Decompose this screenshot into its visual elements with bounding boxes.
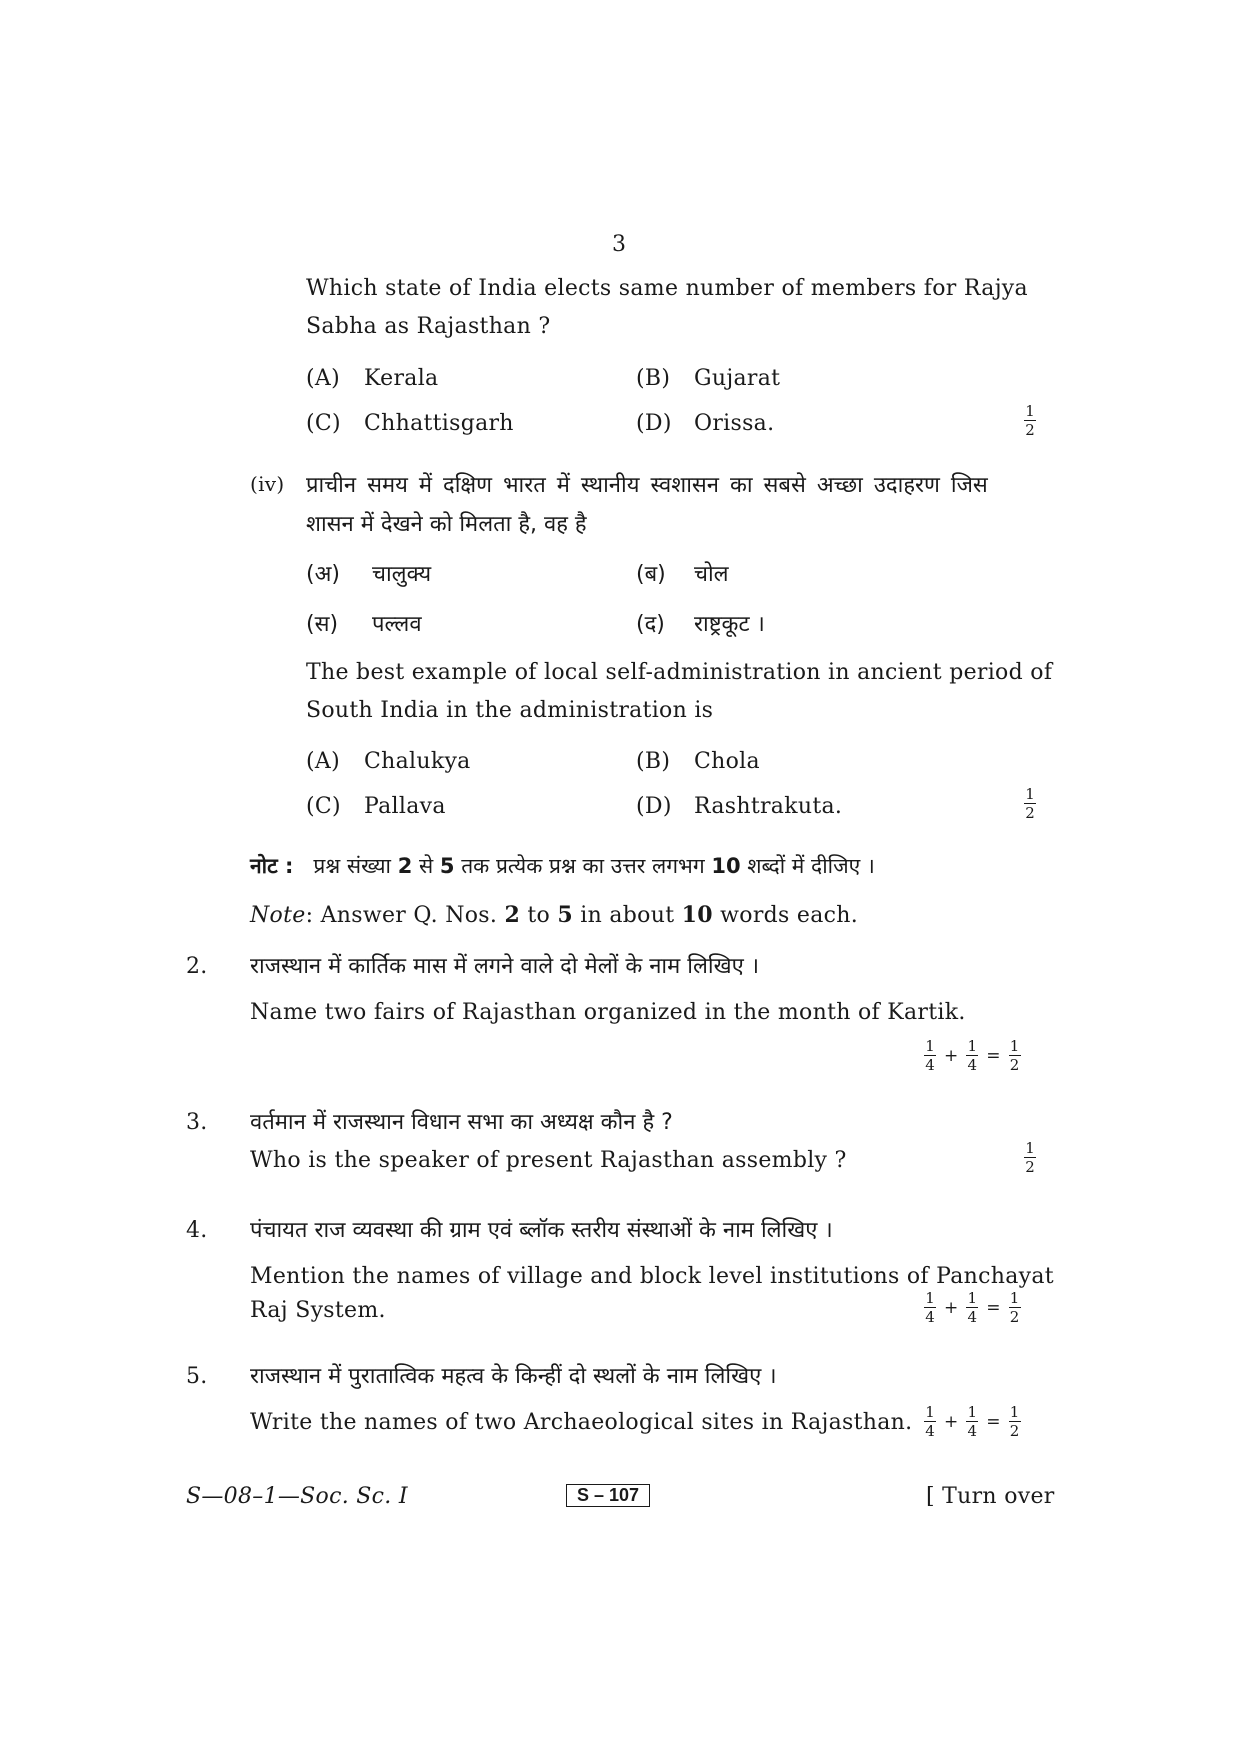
q3q-marks-num: 1 [1025, 1139, 1035, 1157]
q3-hindi: वर्तमान में राजस्थान विधान सभा का अध्यक्ष कौन है ? [250, 1110, 673, 1135]
q4q-marks-c: 1 [1009, 1289, 1020, 1307]
footer-paper-code: S—08–1—Soc. Sc. I [186, 1484, 408, 1509]
q4q-marks [924, 1290, 1021, 1325]
q4-hindi-option-b-label: (ब) [636, 562, 666, 587]
q5-marks-plus: + [944, 1411, 959, 1432]
q4q-marks-a: 1 [925, 1289, 935, 1307]
q4q-number: 4. [186, 1218, 208, 1243]
q5-marks-ad: 4 [925, 1422, 935, 1440]
q4q-marks-b: 1 [967, 1289, 978, 1307]
note-en-label: Note [250, 903, 306, 928]
q4-hindi-option-a-text: चालुक्य [372, 562, 432, 587]
q3-option-c-label: (C) [306, 411, 341, 436]
q2-marks-cd: 2 [1009, 1056, 1020, 1074]
note-en-c: in about [580, 903, 675, 928]
q4q-marks-bd: 4 [967, 1308, 978, 1326]
note-en-d: words each. [720, 903, 859, 928]
q4-marks [1024, 786, 1036, 821]
q5-marks-c: 1 [1009, 1403, 1020, 1421]
q2-hindi: राजस्थान में कार्तिक मास में लगने वाले दो मेलों के नाम लिखिए । [250, 954, 760, 979]
note-en-n1: 2 [504, 902, 521, 928]
q5-marks [924, 1404, 1021, 1439]
q2-marks-c: 1 [1009, 1037, 1020, 1055]
q3-option-a-label: (A) [306, 366, 340, 391]
note-en-b: to [527, 903, 551, 928]
q4-option-c-label: (C) [306, 794, 341, 819]
q4-hindi-option-d-label: (द) [636, 612, 665, 637]
q3-option-a-text: Kerala [364, 366, 439, 391]
q4-marks-num: 1 [1025, 785, 1035, 803]
note-english [250, 902, 858, 928]
q5-english: Write the names of two Archaeological sites in Rajasthan. [250, 1410, 913, 1435]
q5-number: 5. [186, 1364, 208, 1389]
q2-marks-a: 1 [925, 1037, 935, 1055]
q5-marks-a: 1 [925, 1403, 935, 1421]
note-hindi-a: प्रश्न संख्या [313, 854, 391, 878]
q2-marks-bd: 4 [967, 1056, 978, 1074]
q4-option-a-label: (A) [306, 749, 340, 774]
q4-hindi-option-c-text: पल्लव [372, 612, 422, 637]
q4-hindi-option-c-label: (स) [306, 612, 339, 637]
q4-option-b-text: Chola [694, 749, 760, 774]
q3-option-d-text: Orissa. [694, 411, 775, 436]
q4q-hindi: पंचायत राज व्यवस्था की ग्राम एवं ब्लॉक स्तरीय संस्थाओं के नाम लिखिए । [250, 1218, 833, 1243]
q5-hindi: राजस्थान में पुरातात्विक महत्व के किन्हीं दो स्थलों के नाम लिखिए । [250, 1364, 777, 1389]
note-en-a: : Answer Q. Nos. [305, 903, 498, 928]
note-hindi [250, 852, 875, 880]
q5-marks-eq: = [986, 1411, 1001, 1432]
q4-hindi-line1: प्राचीन समय में दक्षिण भारत में स्थानीय स्वशासन का सबसे अच्छा उदाहरण जिस [306, 473, 988, 498]
q2-marks [924, 1038, 1021, 1073]
q4q-marks-cd: 2 [1009, 1308, 1020, 1326]
q4-hindi-option-d-text: राष्ट्रकूट । [694, 612, 765, 637]
note-hindi-n1: 2 [397, 854, 413, 878]
q4-option-b-label: (B) [636, 749, 671, 774]
note-en-n2: 5 [557, 902, 573, 928]
q3-marks-den: 2 [1025, 421, 1035, 439]
q2-number: 2. [186, 954, 208, 979]
note-hindi-c: तक प्रत्येक प्रश्न का उत्तर लगभग [461, 854, 705, 878]
footer-turn-over: [ Turn over [926, 1484, 1055, 1509]
q4-hindi-option-b-text: चोल [694, 562, 729, 587]
note-hindi-d: शब्दों में दीजिए । [747, 854, 875, 878]
q4-hindi-line2: शासन में देखने को मिलता है, वह है [306, 512, 587, 537]
q3-option-c-text: Chhattisgarh [364, 411, 514, 436]
note-en-n3: 10 [681, 902, 713, 928]
q3-option-d-label: (D) [636, 411, 672, 436]
note-hindi-n3: 10 [711, 854, 741, 878]
q5-marks-bd: 4 [967, 1422, 978, 1440]
q4q-marks-ad: 4 [925, 1308, 935, 1326]
q4-option-a-text: Chalukya [364, 749, 471, 774]
q4-option-d-label: (D) [636, 794, 672, 819]
q3-english: Who is the speaker of present Rajasthan assembly ? [250, 1148, 847, 1173]
q3-marks-num: 1 [1025, 402, 1035, 420]
q3-number: 3. [186, 1110, 208, 1135]
q2-marks-plus: + [944, 1045, 959, 1066]
q4q-marks-eq: = [986, 1297, 1001, 1318]
q3-english-line2: Sabha as Rajasthan ? [306, 314, 551, 339]
note-hindi-label: नोट : [250, 854, 294, 878]
q3-english-line1: Which state of India elects same number of members for Rajya [306, 276, 1028, 301]
q3-option-b-text: Gujarat [694, 366, 781, 391]
q2-english: Name two fairs of Rajasthan organized in the month of Kartik. [250, 1000, 966, 1025]
q4-marks-den: 2 [1025, 804, 1035, 822]
q3-option-b-label: (B) [636, 366, 671, 391]
q4q-english-line2: Raj System. [250, 1298, 386, 1323]
q3-marks [1024, 403, 1036, 438]
footer-box-code: S – 107 [566, 1484, 650, 1507]
q4-english-line2: South India in the administration is [306, 698, 714, 723]
note-hindi-b: से [419, 854, 434, 878]
q4-hindi-option-a-label: (अ) [306, 562, 340, 587]
q2-marks-ad: 4 [925, 1056, 935, 1074]
q2-marks-b: 1 [967, 1037, 978, 1055]
q4q-marks-plus: + [944, 1297, 959, 1318]
q3q-marks [1024, 1140, 1036, 1175]
q3q-marks-den: 2 [1025, 1158, 1035, 1176]
note-hindi-n2: 5 [439, 854, 455, 878]
q5-marks-cd: 2 [1009, 1422, 1020, 1440]
q4q-english-line1: Mention the names of village and block level institutions of Panchayat [250, 1264, 1054, 1289]
q5-marks-b: 1 [967, 1403, 978, 1421]
q4-option-d-text: Rashtrakuta. [694, 794, 843, 819]
q4-english-line1: The best example of local self-administration in ancient period of [306, 660, 1053, 685]
q4-option-c-text: Pallava [364, 794, 446, 819]
page-number: 3 [612, 232, 627, 257]
q2-marks-eq: = [986, 1045, 1001, 1066]
q4-number: (iv) [250, 472, 285, 496]
